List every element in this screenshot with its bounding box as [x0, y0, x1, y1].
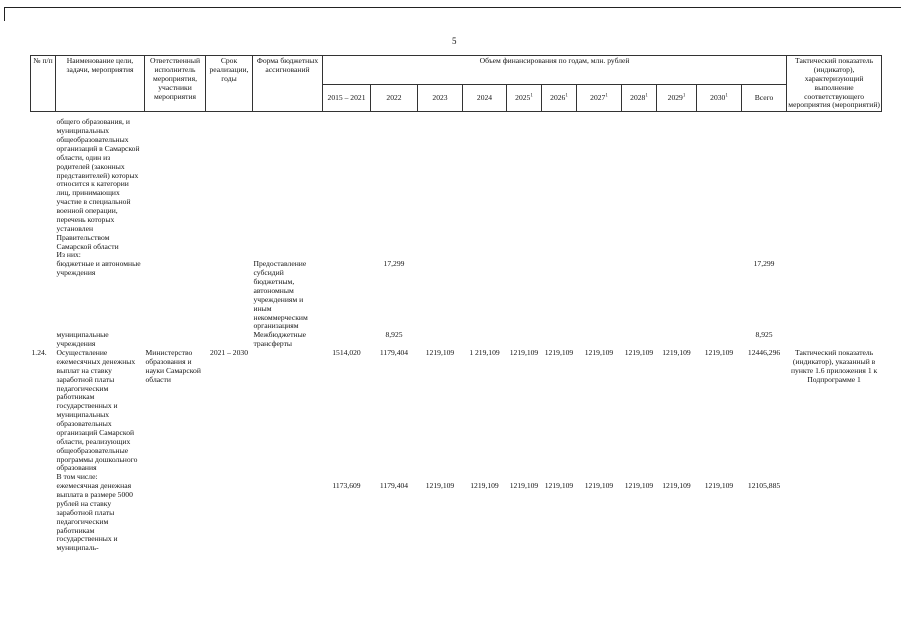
cell-total: 17,299: [753, 259, 775, 269]
col-header-indicator: Тактический показатель (индикатор), характеризующий выполнение соответствующего мероприятия (мероприятий): [787, 56, 882, 112]
col-header-total: Всего: [742, 85, 787, 112]
cell-value: 1219,109: [425, 348, 455, 357]
header-row-1: [31, 56, 882, 85]
cell-value: 8,925: [385, 330, 403, 340]
cell-value: 1219,109: [584, 481, 614, 491]
financing-table: [30, 55, 882, 553]
cell-value: 1219,109: [662, 348, 691, 357]
page-top-border: [4, 7, 901, 8]
cell-value: 1219,109: [662, 481, 691, 491]
col-header-financing: Объем финансирования по годам, млн. рублей: [323, 56, 787, 85]
row-executor: Министерство образования и науки Самарской области: [145, 348, 201, 384]
cell-value: 1219,109: [624, 481, 654, 491]
cell-value: 1219,109: [425, 481, 455, 491]
col-header-name: Наименование цели, задачи, мероприятия: [56, 56, 145, 112]
row-sub-measure-name: ежемесячная денежная выплата в размере 5000 рублей на ставку заработной платы педагогическим работникам государственных и муниципаль-: [56, 481, 133, 553]
cell-value: 1219,109: [584, 348, 614, 357]
cell-value: 1219,109: [470, 481, 499, 491]
table-row: [31, 349, 882, 473]
row-period: 2021 – 2030: [210, 348, 248, 357]
cell-value: 1219,109: [624, 348, 654, 357]
row-municipal-institutions-name: муниципальные учреждения: [56, 330, 109, 349]
col-header-number: № п/п: [31, 56, 56, 112]
cell-value: 1219,109: [704, 481, 734, 491]
cell-value: 1219,109: [544, 348, 574, 357]
year-header: 2030$^1$: [697, 85, 742, 112]
table-row: [31, 118, 882, 251]
cell-value: 1173,609: [332, 481, 361, 491]
year-header: 2028$^1$: [622, 85, 657, 112]
cell-value: 1219,109: [704, 348, 734, 357]
row-budget-institutions-form: Предоставление субсидий бюджетным, автономным учреждениям и иным некоммерческим организациям: [253, 259, 308, 331]
cell-value: 1219,109: [509, 481, 539, 491]
year-header: 2025$^1$: [507, 85, 542, 112]
cell-total: 12105,885: [747, 481, 781, 491]
cell-value: 1179,404: [379, 481, 409, 491]
cell-value: 1514,020: [332, 348, 361, 357]
year-header: 2023: [418, 85, 463, 112]
year-header: 2029$^1$: [657, 85, 697, 112]
table-row: [31, 331, 882, 349]
year-header: 2024: [463, 85, 507, 112]
cell-value: 1179,404: [379, 348, 409, 357]
of-them-label: Из них:: [56, 250, 81, 260]
cell-value: 1 219,109: [469, 348, 500, 357]
cell-value: 1219,109: [544, 481, 574, 491]
row-budget-institutions-name: бюджетные и автономные учреждения: [56, 259, 141, 278]
page-left-border: [4, 7, 5, 21]
year-header: 2027$^1$: [577, 85, 622, 112]
including-label: В том числе:: [56, 472, 98, 482]
year-header: 2022: [371, 85, 418, 112]
row-municipal-institutions-form: Межбюджетные трансферты: [253, 330, 307, 349]
col-header-period: Срок реализации, годы: [206, 56, 253, 112]
row-measure-name: Осуществление ежемесячных денежных выплат на ставку заработной платы педагогическим работникам государственных и муниципальных образовательных организаций Самарской области, реализующих общеобразовательные программы дошкольного образования: [56, 348, 138, 473]
table-row: [31, 260, 882, 331]
row-number: 1.24.: [31, 348, 47, 357]
cell-value: 1219,109: [509, 348, 539, 357]
continued-text: общего образования, и муниципальных общеобразовательных организаций в Самарской области, один из родителей (законных представителей) которых относится к категории лиц, принимающих участие в специальной военной операции, перечень которых установлен Правительством Самарской области: [56, 117, 140, 251]
cell-value: 17,299: [383, 259, 405, 269]
cell-total: 8,925: [755, 330, 773, 340]
year-header: 2015 – 2021: [323, 85, 371, 112]
page-number: 5: [452, 36, 457, 46]
row-indicator: Тактический показатель (индикатор), указанный в пункте 1.6 приложения 1 к Подпрограмме 1: [790, 348, 878, 384]
cell-total: 12446,296: [747, 348, 781, 357]
col-header-executor: Ответственный исполнитель мероприятия, участники мероприятия: [145, 56, 206, 112]
year-header: 2026$^1$: [542, 85, 577, 112]
col-header-form: Форма бюджетных ассигнований: [253, 56, 323, 112]
table-row: [31, 482, 882, 553]
